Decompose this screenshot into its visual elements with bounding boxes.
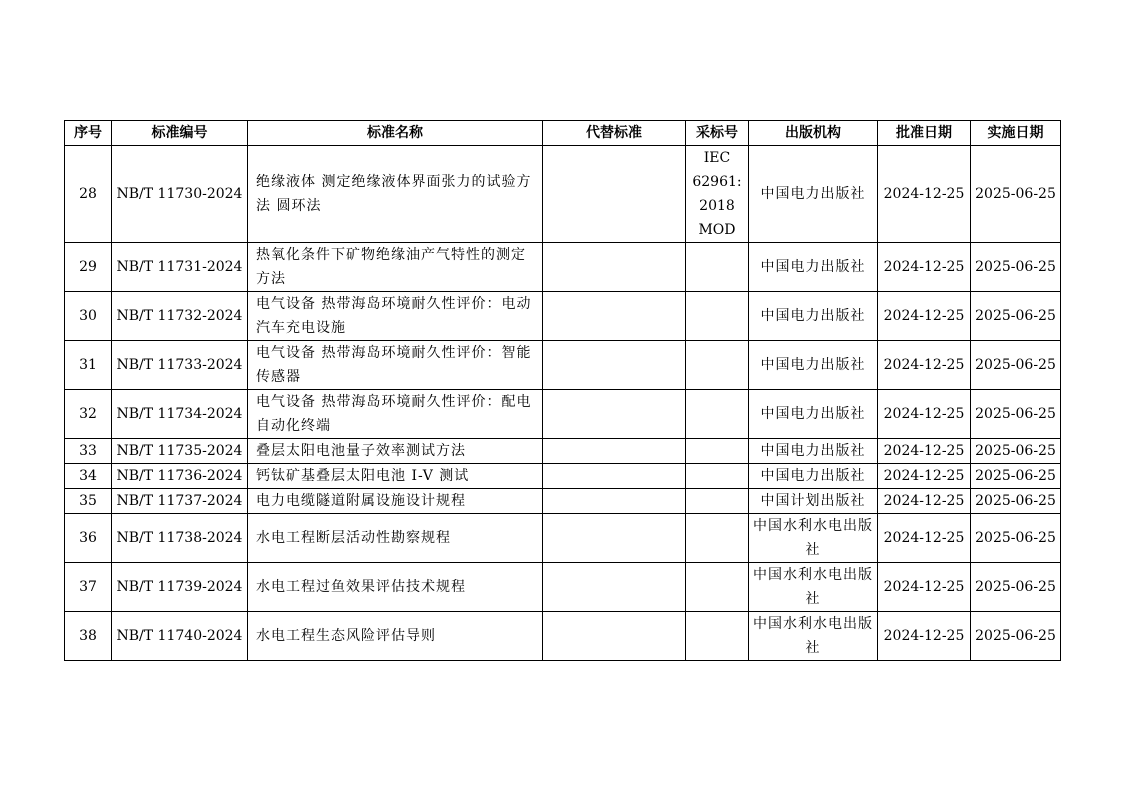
row-publisher: 中国水利水电出版社 [749,612,878,661]
row-seq: 30 [65,292,112,341]
row-seq: 29 [65,243,112,292]
row-adopt [686,439,749,464]
header-approve-date: 批准日期 [878,121,971,146]
row-publisher: 中国电力出版社 [749,292,878,341]
row-seq: 31 [65,341,112,390]
table-row [65,292,1061,341]
row-name: 电气设备 热带海岛环境耐久性评价：电动汽车充电设施 [248,292,543,341]
row-publisher: 中国电力出版社 [749,146,878,243]
row-adopt: IEC 62961: 2018 MOD [686,146,749,243]
row-seq: 28 [65,146,112,243]
header-adopt: 采标号 [686,121,749,146]
row-publisher: 中国电力出版社 [749,439,878,464]
row-adopt [686,243,749,292]
row-replace [543,146,686,243]
header-seq: 序号 [65,121,112,146]
row-adopt [686,514,749,563]
header-name: 标准名称 [248,121,543,146]
row-code: NB/T 11730-2024 [112,146,248,243]
row-replace [543,390,686,439]
row-adopt [686,612,749,661]
row-publisher: 中国水利水电出版社 [749,514,878,563]
row-implement-date: 2025-06-25 [971,514,1061,563]
row-implement-date: 2025-06-25 [971,439,1061,464]
row-seq: 34 [65,464,112,489]
table-row [65,341,1061,390]
row-publisher: 中国计划出版社 [749,489,878,514]
row-approve-date: 2024-12-25 [878,464,971,489]
row-approve-date: 2024-12-25 [878,612,971,661]
row-approve-date: 2024-12-25 [878,292,971,341]
row-replace [543,439,686,464]
header-code: 标准编号 [112,121,248,146]
header-row [65,121,1061,146]
row-publisher: 中国电力出版社 [749,464,878,489]
row-code: NB/T 11732-2024 [112,292,248,341]
row-name: 钙钛矿基叠层太阳电池 I-V 测试 [248,464,543,489]
row-replace [543,612,686,661]
table-row [65,563,1061,612]
row-code: NB/T 11737-2024 [112,489,248,514]
row-code: NB/T 11740-2024 [112,612,248,661]
row-adopt [686,464,749,489]
row-code: NB/T 11735-2024 [112,439,248,464]
row-approve-date: 2024-12-25 [878,341,971,390]
row-name: 水电工程过鱼效果评估技术规程 [248,563,543,612]
row-seq: 36 [65,514,112,563]
row-replace [543,464,686,489]
row-approve-date: 2024-12-25 [878,146,971,243]
row-implement-date: 2025-06-25 [971,243,1061,292]
row-seq: 37 [65,563,112,612]
row-code: NB/T 11733-2024 [112,341,248,390]
row-replace [543,341,686,390]
row-approve-date: 2024-12-25 [878,563,971,612]
row-code: NB/T 11736-2024 [112,464,248,489]
row-approve-date: 2024-12-25 [878,390,971,439]
row-name: 电力电缆隧道附属设施设计规程 [248,489,543,514]
row-name: 电气设备 热带海岛环境耐久性评价：配电自动化终端 [248,390,543,439]
row-replace [543,563,686,612]
row-code: NB/T 11734-2024 [112,390,248,439]
row-implement-date: 2025-06-25 [971,292,1061,341]
row-code: NB/T 11731-2024 [112,243,248,292]
table-row [65,514,1061,563]
row-implement-date: 2025-06-25 [971,464,1061,489]
row-name: 电气设备 热带海岛环境耐久性评价：智能传感器 [248,341,543,390]
row-name: 叠层太阳电池量子效率测试方法 [248,439,543,464]
row-adopt [686,341,749,390]
row-name: 绝缘液体 测定绝缘液体界面张力的试验方法 圆环法 [248,146,543,243]
table-row [65,243,1061,292]
header-replace: 代替标准 [543,121,686,146]
row-code: NB/T 11739-2024 [112,563,248,612]
row-approve-date: 2024-12-25 [878,439,971,464]
table-row [65,146,1061,243]
row-adopt [686,390,749,439]
row-implement-date: 2025-06-25 [971,146,1061,243]
row-publisher: 中国水利水电出版社 [749,563,878,612]
row-implement-date: 2025-06-25 [971,563,1061,612]
row-seq: 38 [65,612,112,661]
row-implement-date: 2025-06-25 [971,390,1061,439]
row-approve-date: 2024-12-25 [878,489,971,514]
row-name: 热氧化条件下矿物绝缘油产气特性的测定方法 [248,243,543,292]
row-code: NB/T 11738-2024 [112,514,248,563]
table-row [65,439,1061,464]
header-implement-date: 实施日期 [971,121,1061,146]
row-implement-date: 2025-06-25 [971,612,1061,661]
row-name: 水电工程生态风险评估导则 [248,612,543,661]
row-adopt [686,489,749,514]
row-publisher: 中国电力出版社 [749,390,878,439]
header-publisher: 出版机构 [749,121,878,146]
row-adopt [686,563,749,612]
row-seq: 35 [65,489,112,514]
table-row [65,464,1061,489]
row-seq: 32 [65,390,112,439]
row-publisher: 中国电力出版社 [749,341,878,390]
row-replace [543,489,686,514]
row-implement-date: 2025-06-25 [971,341,1061,390]
row-approve-date: 2024-12-25 [878,514,971,563]
row-replace [543,292,686,341]
row-seq: 33 [65,439,112,464]
row-replace [543,243,686,292]
standards-table [64,120,1061,661]
row-name: 水电工程断层活动性勘察规程 [248,514,543,563]
row-replace [543,514,686,563]
table-row [65,390,1061,439]
row-adopt [686,292,749,341]
row-implement-date: 2025-06-25 [971,489,1061,514]
table-row [65,612,1061,661]
row-publisher: 中国电力出版社 [749,243,878,292]
row-approve-date: 2024-12-25 [878,243,971,292]
table-row [65,489,1061,514]
